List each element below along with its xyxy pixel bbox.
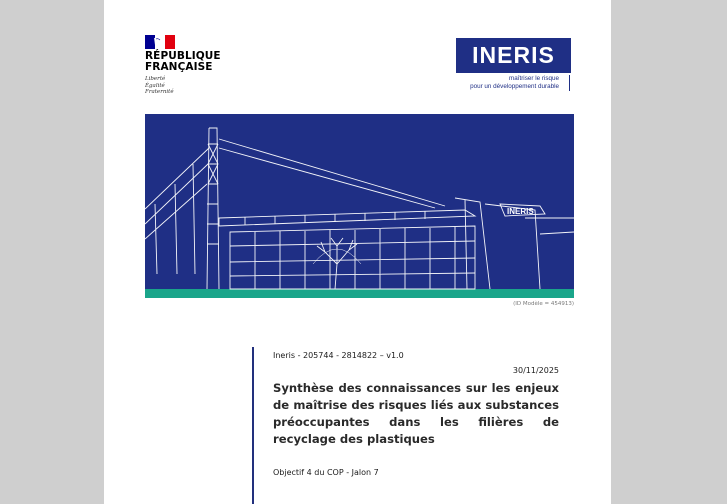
title-block (252, 347, 559, 504)
building-sign: INERIS (507, 207, 534, 216)
model-id-caption: (ID Modèle = 454913) (513, 301, 574, 307)
marianne-flag-icon (145, 35, 175, 49)
ineris-logo (456, 38, 571, 95)
republique-motto: Liberté Égalité Fraternité (145, 76, 174, 95)
document-title: Synthèse des connaissances sur les enjeux de maîtrise des risques liés aux substances préoccupantes dans les filières de recyclage des plastiques (273, 381, 559, 446)
ineris-logo-text: INERIS (456, 38, 571, 73)
republique-francaise-logo (145, 35, 235, 96)
document-date: 30/11/2025 (512, 366, 559, 375)
document-objective: Objectif 4 du COP - Jalon 7 (273, 468, 379, 477)
document-page (104, 0, 611, 504)
cover-illustration (145, 114, 574, 298)
document-reference: Ineris - 205744 - 2814822 – v1.0 (273, 351, 404, 360)
republique-name: RÉPUBLIQUE FRANÇAISE (145, 50, 221, 73)
ineris-tagline: maîtriser le risque pour un développement durable (456, 75, 570, 91)
